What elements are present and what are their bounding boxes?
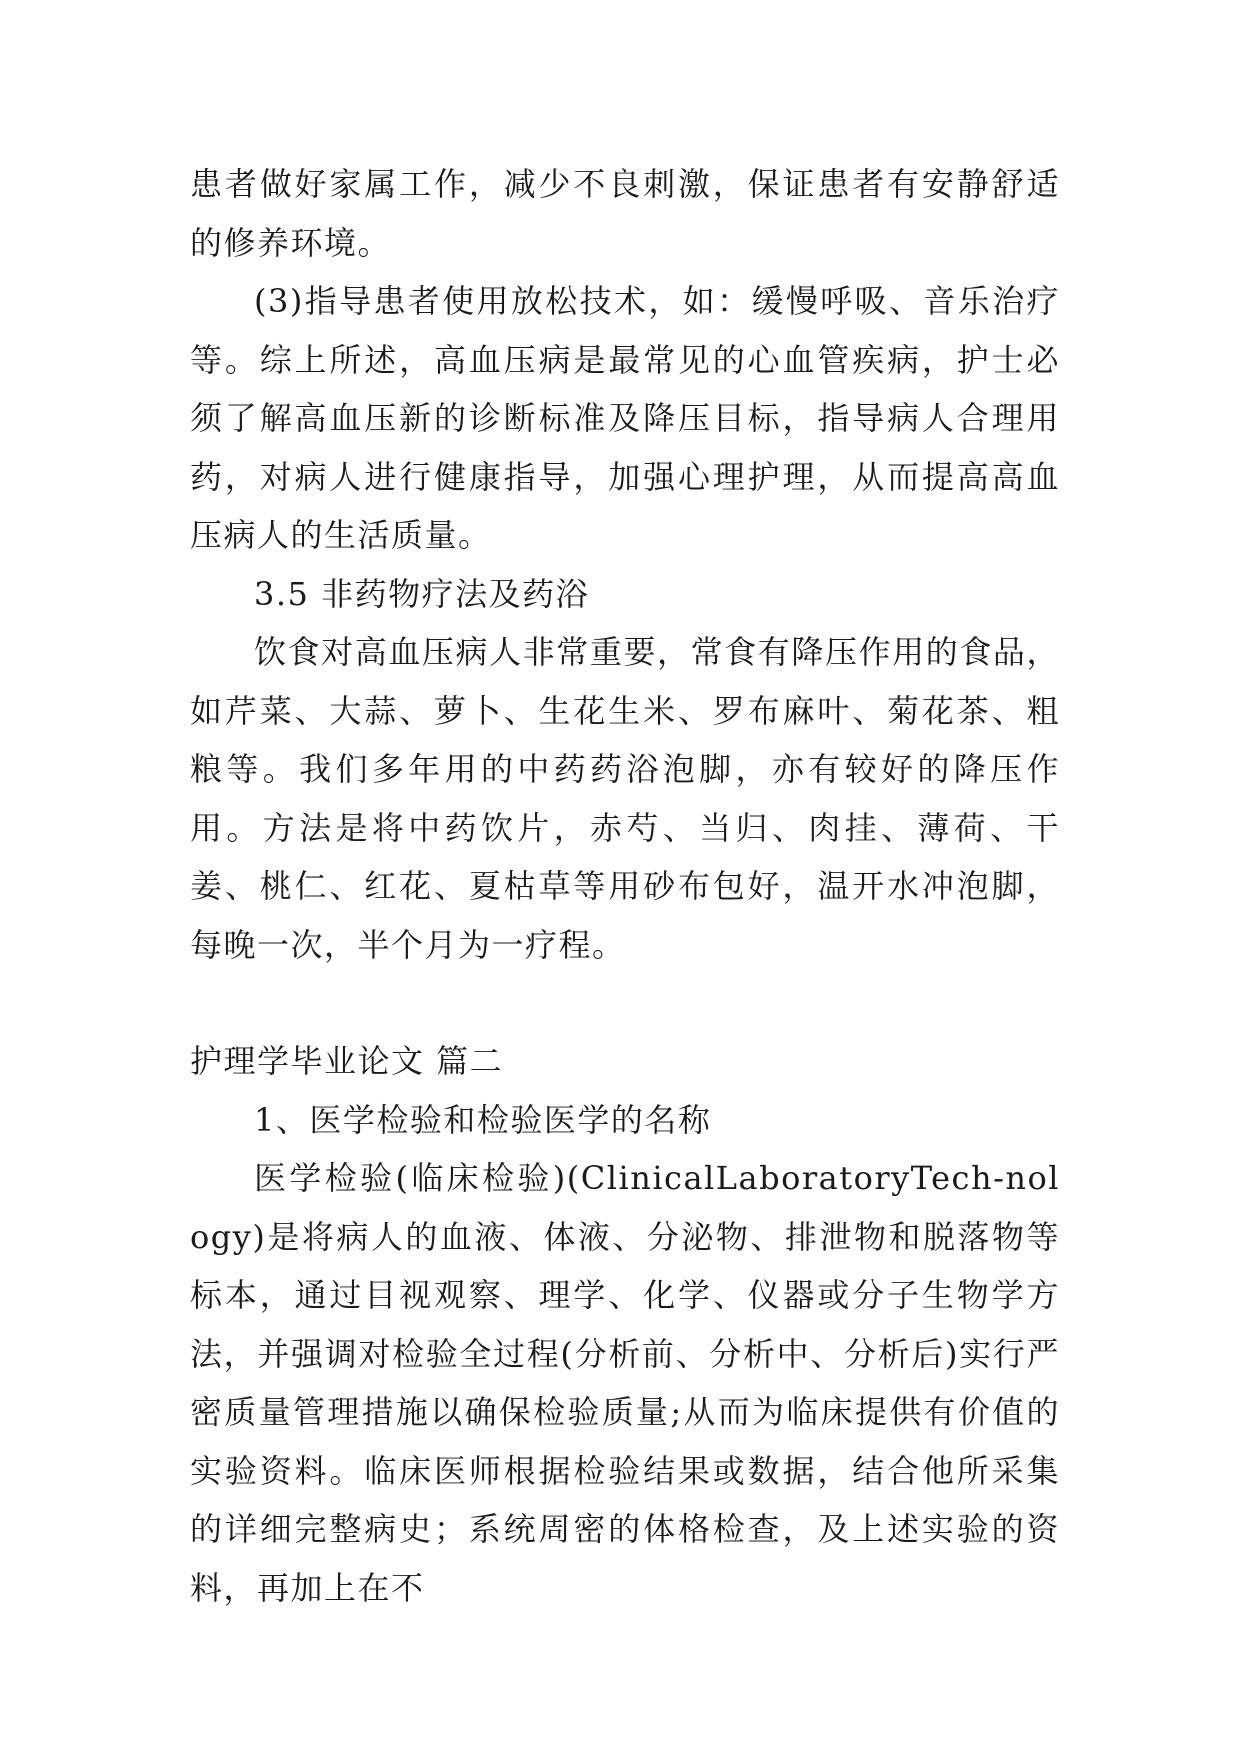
subsection-heading-1: 1、医学检验和检验医学的名称 xyxy=(254,1100,712,1139)
paragraph-relaxation-guidance: (3)指导患者使用放松技术，如：缓慢呼吸、音乐治疗等。综上所述，高血压病是最常见的心血管疾病，护士必须了解高血压新的诊断标准及降压目标，指导病人合理用药，对病人进行健康指导，加强心理护理，从而提高高血压病人的生活质量。 xyxy=(190,282,1060,554)
paragraph-medical-testing: 医学检验(临床检验)(ClinicalLaboratoryTech-nology)是将病人的血液、体液、分泌物、排泄物和脱落物等标本，通过目视观察、理学、化学、仪器或分子生物学方法，并强调对检验全过程(分析前、分析中、分析后)实行严密质量管理措施以确保检验质量;从而为临床提供有价值的实验资料。临床医师根据检验结果或数据，结合他所采集的详细完整病史；系统周密的体格检查，及上述实验的资料，再加上在不 xyxy=(190,1159,1060,1607)
section-title-part-two: 护理学毕业论文 篇二 xyxy=(190,1042,504,1080)
subsection-heading-3-5: 3.5 非药物疗法及药浴 xyxy=(254,574,590,613)
paragraph-continuation: 患者做好家属工作，减少不良刺激，保证患者有安静舒适的修养环境。 xyxy=(190,165,1060,262)
paragraph-diet-and-bath: 饮食对高血压病人非常重要，常食有降压作用的食品，如芹菜、大蒜、萝卜、生花生米、罗布麻叶、菊花茶、粗粮等。我们多年用的中药药浴泡脚，亦有较好的降压作用。方法是将中药饮片，赤芍、当归、肉挂、薄荷、干姜、桃仁、红花、夏枯草等用砂布包好，温开水冲泡脚，每晚一次，半个月为一疗程。 xyxy=(190,633,1060,964)
document-body xyxy=(190,155,1060,1617)
